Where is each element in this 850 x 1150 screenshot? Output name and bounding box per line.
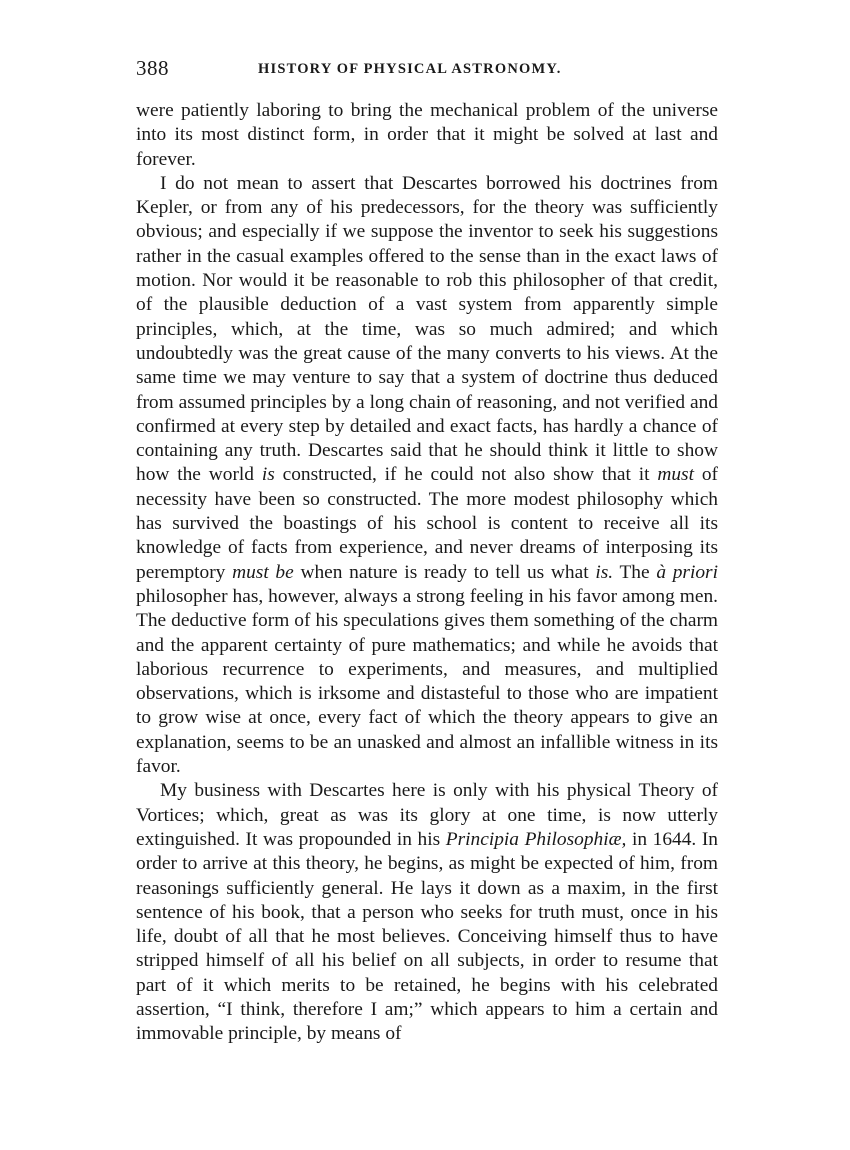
text-run: of necessity have been so constructed. The more modest philosophy which has survived the boastings of his school is content to receive all its knowledge of facts from experience, and never dreams of interposing its peremptory [136,464,718,583]
text-run: The [613,561,657,583]
italic-text-run: is [261,464,275,486]
paragraph-3 [136,779,718,1046]
body-text [136,99,718,1047]
text-run: were patiently laboring to bring the mechanical problem of the universe into its most distinct form, in order that it might be solved at last and forever. [136,100,718,170]
text-run: I do not mean to assert that Descartes borrowed his doctrines from Kepler, or from any of his predecessors, for the theory was sufficiently obvious; and especially if we suppose the inventor to seek his suggestions rather in the casual examples offered to the sense than in the exact laws of motion. Nor would it be reasonable to rob this philosopher of that credit, of the plausible deduction of a vast system from apparently simple principles, which, at the time, was so much admired; and which undoubtedly was the great cause of the many converts to his views. At the same time we may venture to say that a system of doctrine thus deduced from assumed principles by a long chain of reasoning, and not verified and confirmed at every step by detailed and exact facts, has hardly a chance of containing any truth. Descartes said that he should think it little to show how the world [136,172,718,486]
text-run: philosopher has, however, always a strong feeling in his favor among men. The deductive form of his speculations gives them something of the charm and the apparent certainty of pure mathematics; and while he avoids that laborious recurrence to experiments, and measures, and multiplied observations, which is irksome and distasteful to those who are impatient to grow wise at once, every fact of which the theory appears to give an explanation, seems to be an unasked and almost an infallible witness in its favor. [136,585,718,778]
paragraph-2 [136,172,718,779]
text-run: in 1644. In order to arrive at this theory, he begins, as might be expected of him, from reasonings sufficiently general. He lays it down as a maxim, in the first sentence of his book, that a person who seeks for truth must, once in his life, doubt of all that he most believes. Conceiving himself thus to have stripped himself of all his belief on all subjects, in order to resume that part of it which merits to be retained, he begins with his celebrated assertion, “I think, therefore I am;” which appears to him a certain and immovable principle, by means of [136,828,718,1045]
page-header [136,56,720,86]
italic-text-run: à priori [656,561,718,583]
italic-text-run: must be [232,561,294,583]
running-head: HISTORY OF PHYSICAL ASTRONOMY. [258,61,562,77]
text-run: My business with Descartes here is only with his physical Theory of Vortices; which, great as was its glory at one time, is now utterly extinguished. It was propounded in his [136,780,718,850]
paragraph-1 [136,99,718,172]
italic-text-run: is. [595,561,614,583]
text-run: when nature is ready to tell us what [293,561,596,583]
text-run: constructed, if he could not also show that it [274,464,658,486]
italic-text-run: Principia Philosophiæ, [445,828,627,850]
italic-text-run: must [657,464,694,486]
page-number: 388 [136,56,169,80]
